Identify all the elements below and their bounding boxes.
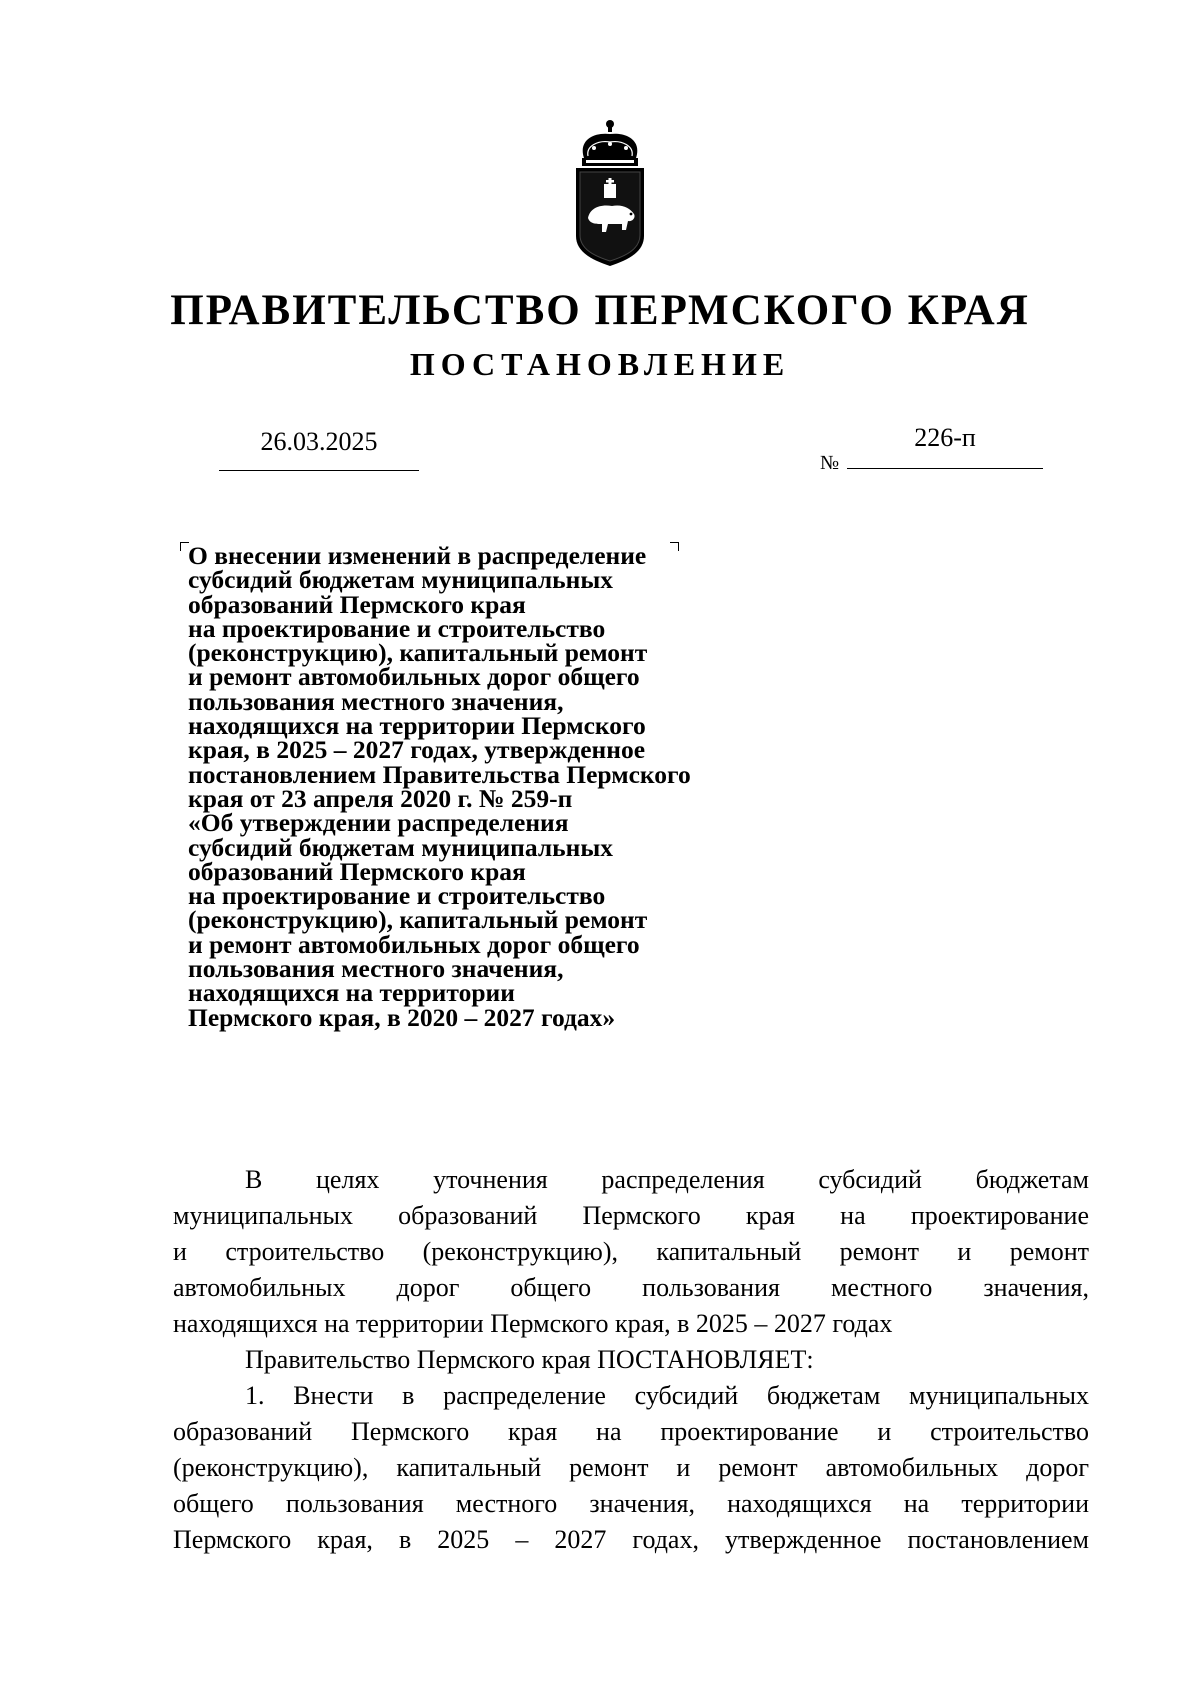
subject-line: и ремонт автомобильных дорог общего [188, 662, 640, 692]
number-field [847, 420, 1043, 469]
subject-line: на проектирование и строительство [188, 613, 606, 643]
document-type: ПОСТАНОВЛЕНИЕ [409, 346, 791, 382]
document-subject [188, 541, 768, 1032]
subject-line: находящихся на территории Пермского [188, 711, 646, 741]
subject-line: образований Пермского края [188, 856, 526, 886]
subject-line: «Об утверждении распределения [188, 808, 569, 838]
organization-title: ПРАВИТЕЛЬСТВО ПЕРМСКОГО КРАЯ [170, 287, 1030, 334]
subject-line: субсидий бюджетам муниципальных [188, 832, 613, 862]
subject-line: края, в 2025 – 2027 годах, утвержденное [188, 735, 646, 765]
item-1-paragraph [173, 1378, 1089, 1558]
body-line: 1. Внести в распределение субсидий бюджетам муниципальных [245, 1381, 1089, 1410]
document-date: 26.03.2025 [260, 427, 378, 456]
body-line: автомобильных дорог общего пользования местного значения, [173, 1273, 1089, 1302]
resolves-paragraph [173, 1342, 1089, 1378]
perm-krai-coat-of-arms-icon [568, 118, 652, 268]
subject-line: постановлением Правительства Пермского [188, 759, 691, 789]
body-line: Пермского края, в 2025 – 2027 годах, утвержденное постановлением [173, 1525, 1089, 1554]
document-number: 226-п [914, 423, 976, 452]
subject-line: края от 23 апреля 2020 г. № 259-п [188, 783, 573, 813]
date-field [219, 424, 419, 471]
body-line: и строительство (реконструкцию), капитальный ремонт и ремонт [173, 1237, 1089, 1266]
number-sign: № [820, 452, 840, 474]
resolves-text: Правительство Пермского края ПОСТАНОВЛЯЕТ: [245, 1345, 814, 1374]
subject-line: на проектирование и строительство [188, 881, 606, 911]
subject-line: (реконструкцию), капитальный ремонт [188, 638, 648, 668]
body-line: образований Пермского края на проектирование и строительство [173, 1417, 1089, 1446]
subject-line: образований Пермского края [188, 589, 526, 619]
subject-line: субсидий бюджетам муниципальных [188, 565, 613, 595]
body-line: В целях уточнения распределения субсидий бюджетам [245, 1165, 1089, 1194]
body-line: общего пользования местного значения, находящихся на территории [173, 1489, 1089, 1518]
subject-line: пользования местного значения, [188, 954, 564, 984]
subject-line: О внесении изменений в распределение [188, 541, 647, 570]
subject-line: находящихся на территории [188, 978, 515, 1008]
body-line: (реконструкцию), капитальный ремонт и ремонт автомобильных дорог [173, 1453, 1089, 1482]
subject-line: Пермского края, в 2020 – 2027 годах» [188, 1002, 616, 1032]
subject-line: пользования местного значения, [188, 686, 564, 716]
preamble-paragraph [173, 1162, 1089, 1342]
subject-line: (реконструкцию), капитальный ремонт [188, 905, 648, 935]
body-line: муниципальных образований Пермского края на проектирование [173, 1201, 1089, 1230]
subject-line: и ремонт автомобильных дорог общего [188, 929, 640, 959]
body-line: находящихся на территории Пермского края, в 2025 – 2027 годах [173, 1309, 893, 1338]
